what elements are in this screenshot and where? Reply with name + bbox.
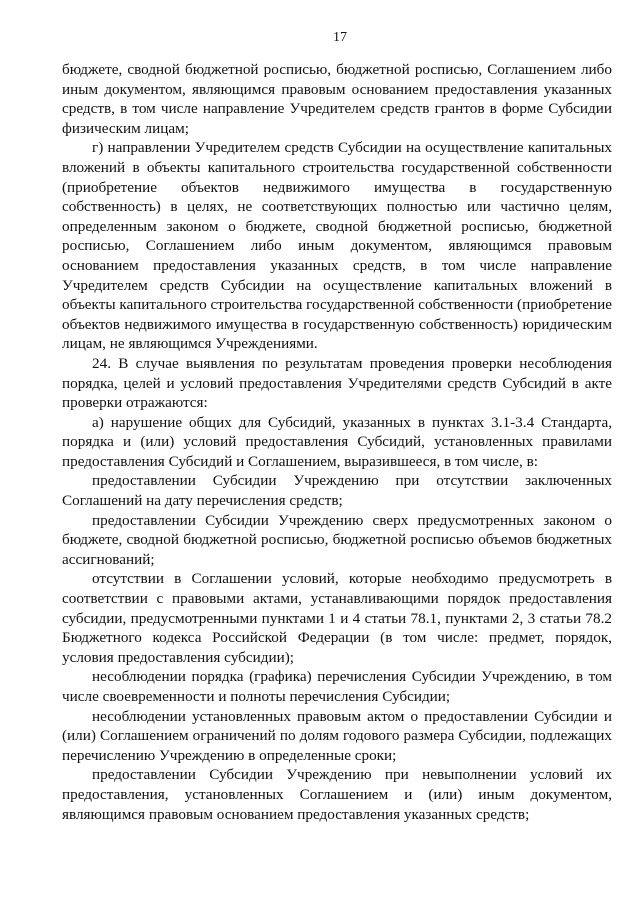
paragraph-excess-subsidy: предоставлении Субсидии Учреждению сверх предусмотренных законом о бюджете, сводной бюджетной росписью, бюджетной росписью объемов бюджетных ассигнований; — [62, 511, 612, 568]
paragraph-no-agreement: предоставлении Субсидии Учреждению при отсутствии заключенных Соглашений на дату перечисления средств; — [62, 472, 612, 510]
paragraph-item-a: а) нарушение общих для Субсидий, указанных в пунктах 3.1-3.4 Стандарта, порядка и (или) условий предоставления Субсидий, установленных правилами предоставления Субсидий и Соглашением, выразившееся, в том числе, в: — [62, 413, 612, 470]
paragraph-conditions-not-met: предоставлении Субсидии Учреждению при невыполнении условий их предоставления, установленных Соглашением и (или) иным документом, являющимся правовым основанием предоставления указанных средств; — [62, 766, 612, 823]
page-number: 17 — [333, 30, 347, 45]
paragraph-24: 24. В случае выявления по результатам проведения проверки несоблюдения порядка, целей и условий предоставления Учредителями средств Субсидий в акте проверки отражаются: — [62, 354, 612, 412]
paragraph-continuation: бюджете, сводной бюджетной росписью, бюджетной росписью, Соглашением либо иным документом, являющимся правовым основанием предоставления указанных средств, в том числе направление Учредителем средств грантов в форме Субсидии физическим лицам; — [62, 61, 612, 137]
paragraph-schedule-violation: несоблюдении порядка (графика) перечисления Субсидии Учреждению, в том числе своевременности и полноты перечисления Субсидии; — [62, 668, 612, 705]
paragraph-item-g: г) направлении Учредителем средств Субсидии на осуществление капитальных вложений в объекты капитального строительства государственной собственности (приобретение объектов недвижимого имущества в государственную собственность) в целях, не соответствующих полностью или частично целям, определенным законом о бюджете, сводной бюджетной росписью, бюджетной росписью, Соглашением либо иным документом, являющимся правовым основанием предоставления указанных средств, в том числе направление Учредителем средств Субсидии на осуществление капитальных вложений в объекты капитального строительства государственной собственности (приобретение объектов недвижимого имущества в государственную собственность) юридическим лицам, не являющимся Учреждениями. — [62, 139, 612, 353]
paragraph-missing-conditions: отсутствии в Соглашении условий, которые необходимо предусмотреть в соответствии с правовыми актами, устанавливающими порядок предоставления субсидии, предусмотренными пунктами 1 и 4 статьи 78.1, пунктами 2, 3 статьи 78.2 Бюджетного кодекса Российской Федерации (в том числе: предмет, порядок, условия предоставления субсидии); — [62, 570, 612, 666]
paragraph-limits-violation: несоблюдении установленных правовым актом о предоставлении Субсидии и (или) Соглашением ограничений по долям годового размера Субсидии, подлежащих перечислению Учреждению в определенные сроки; — [62, 707, 612, 764]
